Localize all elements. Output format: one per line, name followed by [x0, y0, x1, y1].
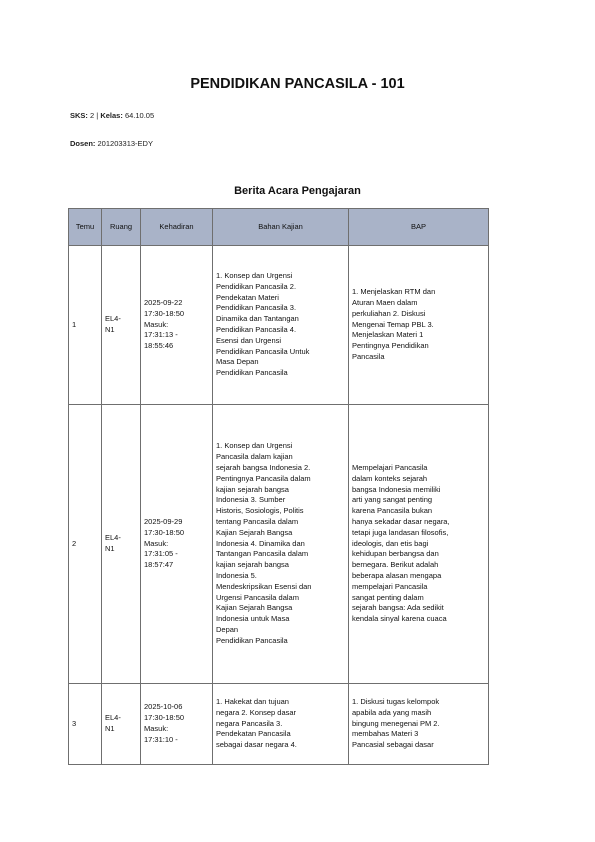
dosen-label: Dosen: [70, 139, 96, 148]
lecturer-meta [70, 139, 153, 148]
cell-bahan-kajian: 1. Konsep dan Urgensi Pendidikan Pancasila 2. Pendekatan Materi Pendidikan Pancasila 3. Dinamika dan Tantangan Pendidikan Pancasila 4. Esensi dan Urgensi Pendidikan Pancasila Untuk Masa Depan Pendidikan Pancasila [213, 246, 349, 405]
header-kehadiran: Kehadiran [141, 209, 213, 246]
table-row [69, 405, 489, 684]
sks-label: SKS: [70, 111, 88, 120]
table-row [69, 684, 489, 765]
header-bap: BAP [349, 209, 489, 246]
cell-bap: Mempelajari Pancasila dalam konteks sejarah bangsa Indonesia memiliki arti yang sangat penting karena Pancasila bukan hanya sekadar dasar negara, tetapi juga landasan filosofis, ideologis, dan etis bagi kehidupan berbangsa dan bernegara. Berikut adalah beberapa alasan mengapa mempelajari Pancasila sangat penting dalam sejarah bangsa: Ada sedikit kendala sinyal karena cuaca [349, 405, 489, 684]
section-title: Berita Acara Pengajaran [234, 185, 361, 197]
cell-kehadiran: 2025-10-06 17:30-18:50 Masuk: 17:31:10 - [141, 684, 213, 765]
page-title: PENDIDIKAN PANCASILA - 101 [190, 76, 405, 92]
cell-bap: 1. Menjelaskan RTM dan Aturan Maen dalam perkuliahan 2. Diskusi Mengenai Temap PBL 3. Menjelaskan Materi 1 Pentingnya Pendidikan Pancasila [349, 246, 489, 405]
table-row [69, 246, 489, 405]
cell-ruang: EL4- N1 [102, 684, 141, 765]
course-meta [70, 111, 154, 120]
teaching-record-table [68, 208, 489, 765]
cell-temu: 3 [69, 684, 102, 765]
sks-value: 2 [90, 111, 95, 120]
meta-separator: | [96, 111, 99, 120]
kelas-value: 64.10.05 [124, 111, 155, 120]
table-header-row [69, 209, 489, 246]
cell-ruang: EL4- N1 [102, 405, 141, 684]
cell-temu: 1 [69, 246, 102, 405]
cell-temu: 2 [69, 405, 102, 684]
cell-bap: 1. Diskusi tugas kelompok apabila ada yang masih bingung menegenai PM 2. membahas Materi 3 Pancasial sebagai dasar [349, 684, 489, 765]
cell-ruang: EL4- N1 [102, 246, 141, 405]
header-temu: Temu [69, 209, 102, 246]
cell-bahan-kajian: 1. Konsep dan Urgensi Pancasila dalam kajian sejarah bangsa Indonesia 2. Pentingnya Pancasila dalam kajian sejarah bangsa Indonesia 3. Sumber Historis, Sosiologis, Politis tentang Pancasila dalam Kajian Sejarah Bangsa Indonesia 4. Dinamika dan Tantangan Pancasila dalam kajian sejarah bangsa Indonesia 5. Mendeskripsikan Esensi dan Urgensi Pancasila dalam Kajian Sejarah Bangsa Indonesia untuk Masa Depan Pendidikan Pancasila [213, 405, 349, 684]
kelas-label: Kelas: [100, 111, 123, 120]
dosen-value: 201203313-EDY [97, 139, 153, 148]
header-bahan-kajian: Bahan Kajian [213, 209, 349, 246]
cell-kehadiran: 2025-09-29 17:30-18:50 Masuk: 17:31:05 - 18:57:47 [141, 405, 213, 684]
cell-bahan-kajian: 1. Hakekat dan tujuan negara 2. Konsep dasar negara Pancasila 3. Pendekatan Pancasila sebagai dasar negara 4. [213, 684, 349, 765]
header-ruang: Ruang [102, 209, 141, 246]
cell-kehadiran: 2025-09-22 17:30-18:50 Masuk: 17:31:13 - 18:55:46 [141, 246, 213, 405]
